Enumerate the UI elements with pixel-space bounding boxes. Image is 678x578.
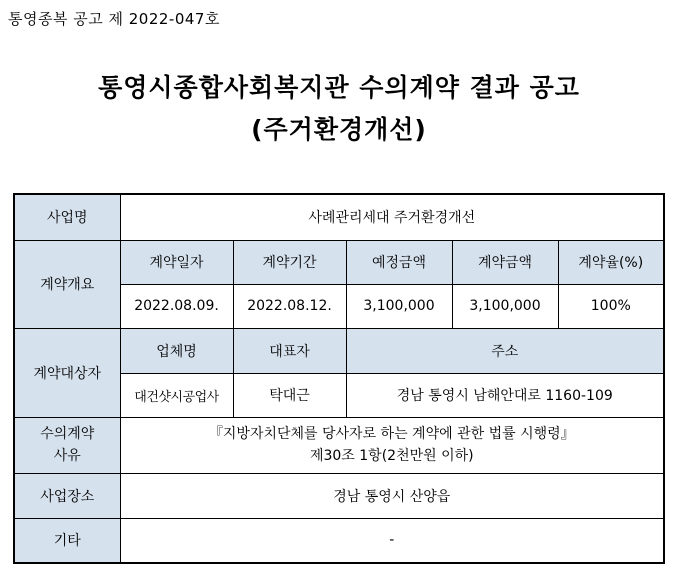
row-counterparty-headers xyxy=(14,328,664,373)
header-contract-period: 계약기간 xyxy=(233,240,346,284)
value-contract-rate: 100% xyxy=(558,284,664,328)
other-label: 기타 xyxy=(14,518,120,563)
reason-value-line2: 제30조 1항(2천만원 이하) xyxy=(309,448,474,464)
header-address: 주소 xyxy=(346,328,664,373)
row-other xyxy=(14,518,664,563)
header-contract-amount: 계약금액 xyxy=(452,240,558,284)
value-estimated-amount: 3,100,000 xyxy=(346,284,452,328)
row-overview-headers xyxy=(14,240,664,284)
value-contract-amount: 3,100,000 xyxy=(452,284,558,328)
reason-label-line2: 사유 xyxy=(53,448,81,464)
value-address: 경남 통영시 남해안대로 1160-109 xyxy=(346,373,664,417)
counterparty-label: 계약대상자 xyxy=(14,328,120,417)
contract-overview-label: 계약개요 xyxy=(14,240,120,328)
value-contract-date: 2022.08.09. xyxy=(120,284,233,328)
reason-label xyxy=(14,417,120,473)
row-project-name xyxy=(14,194,664,240)
value-company-name: 대건샷시공업사 xyxy=(120,373,233,417)
row-location xyxy=(14,473,664,518)
header-contract-rate: 계약율(%) xyxy=(558,240,664,284)
value-representative: 탁대근 xyxy=(233,373,346,417)
reason-value xyxy=(120,417,664,473)
header-representative: 대표자 xyxy=(233,328,346,373)
other-value: - xyxy=(120,518,664,563)
project-name-value: 사례관리세대 주거환경개선 xyxy=(120,194,664,240)
header-estimated-amount: 예정금액 xyxy=(346,240,452,284)
header-contract-date: 계약일자 xyxy=(120,240,233,284)
header-company-name: 업체명 xyxy=(120,328,233,373)
row-reason xyxy=(14,417,664,473)
location-label: 사업장소 xyxy=(14,473,120,518)
project-name-label: 사업명 xyxy=(14,194,120,240)
reason-value-line1: 『지방자치단체를 당사자로 하는 계약에 관한 법률 시행령』 xyxy=(208,426,575,442)
document-number: 통영종복 공고 제 2022-047호 xyxy=(8,10,220,28)
announcement-table xyxy=(13,193,665,564)
value-contract-period: 2022.08.12. xyxy=(233,284,346,328)
location-value: 경남 통영시 산양읍 xyxy=(120,473,664,518)
reason-label-line1: 수의계약 xyxy=(40,426,95,442)
document-title: 통영시종합사회복지관 수의계약 결과 공고 xyxy=(98,73,580,102)
document-subtitle: (주거환경개선) xyxy=(251,115,427,144)
